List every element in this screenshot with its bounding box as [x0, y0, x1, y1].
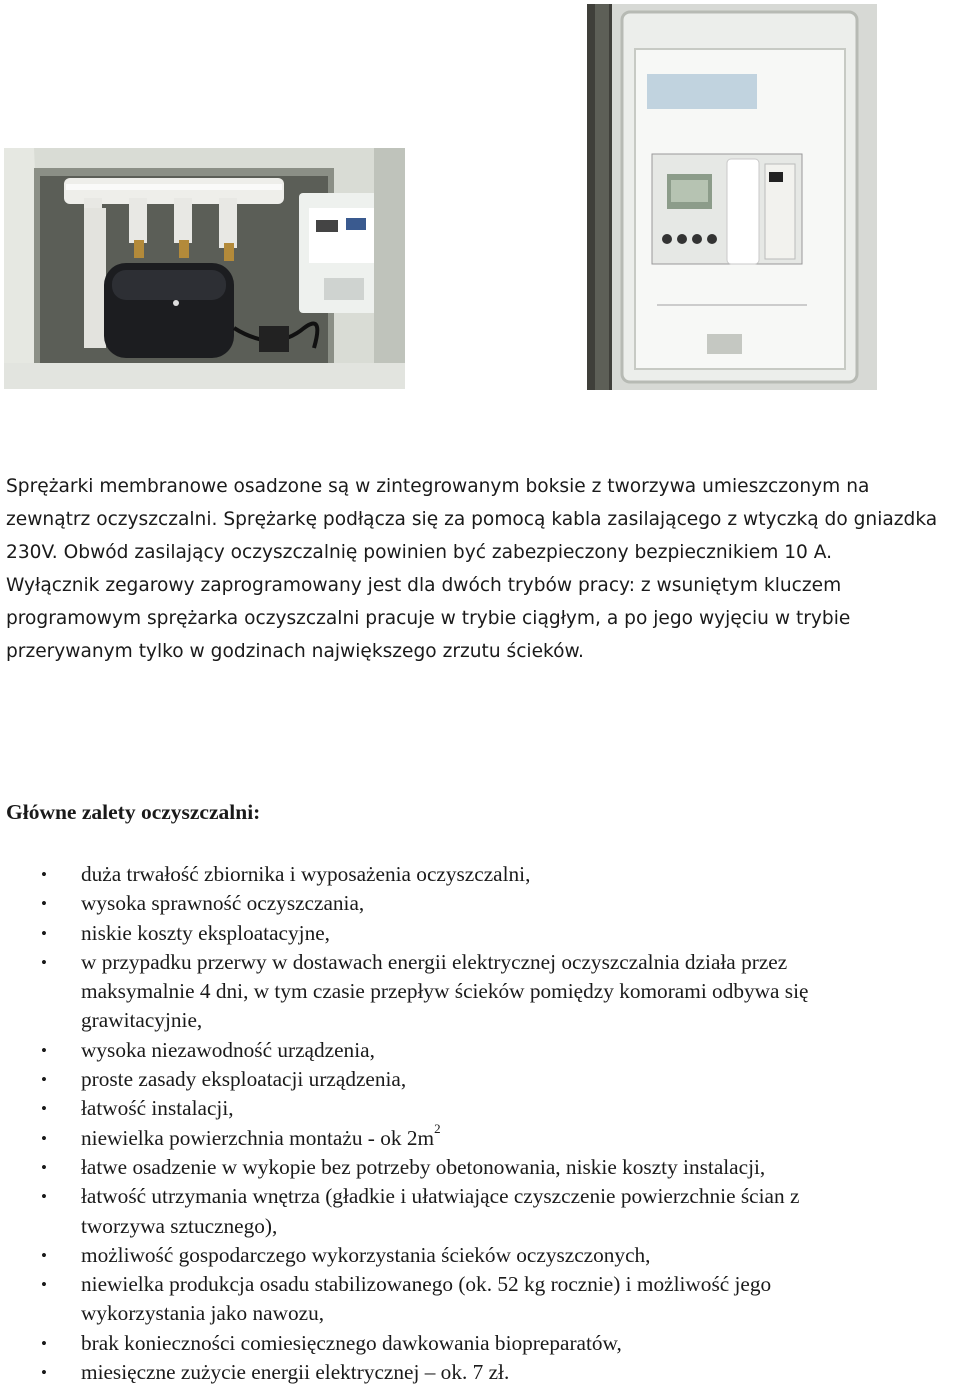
septic-box-with-compressor-photo — [4, 148, 405, 389]
list-item — [0, 1182, 960, 1241]
list-item-line: niskie koszty eksploatacyjne, — [81, 920, 330, 945]
list-item — [0, 1094, 960, 1123]
list-item — [0, 1241, 960, 1270]
list-item-line: brak konieczności comiesięcznego dawkowania biopreparatów, — [81, 1330, 622, 1355]
list-item — [0, 1329, 960, 1358]
list-item-line: proste zasady eksploatacji urządzenia, — [81, 1067, 407, 1092]
septic-box-photo — [4, 148, 405, 389]
list-item-line: łatwe osadzenie w wykopie bez potrzeby obetonowania, niskie koszty instalacji, — [81, 1154, 766, 1179]
list-item — [0, 1120, 960, 1153]
bullet-icon: • — [41, 1275, 47, 1295]
bullet-icon: • — [41, 1099, 47, 1119]
list-item-line: wysoka sprawność oczyszczania, — [81, 891, 365, 916]
list-item-line: tworzywa sztucznego), — [81, 1213, 278, 1238]
paragraph-line: zewnątrz oczyszczalni. Sprężarkę podłącza się za pomocą kabla zasilającego z wtyczką do gniazdka — [6, 509, 938, 530]
list-item — [0, 1036, 960, 1065]
bullet-icon: • — [41, 923, 47, 943]
paragraph-line: 230V. Obwód zasilający oczyszczalnię powinien być zabezpieczony bezpiecznikiem 10 A. — [6, 542, 833, 563]
list-item-line: grawitacyjnie, — [81, 1008, 203, 1033]
bullet-icon: • — [41, 1187, 47, 1207]
list-item-line: w przypadku przerwy w dostawach energii elektrycznej oczyszczalnia działa przez — [81, 949, 788, 974]
list-item-line: możliwość gospodarczego wykorzystania ścieków oczyszczonych, — [81, 1242, 651, 1267]
list-item — [0, 1358, 960, 1387]
list-item-line: wysoka niezawodność urządzenia, — [81, 1037, 375, 1062]
list-item — [0, 948, 960, 1036]
paragraph-line: przerywanym tylko w godzinach największego zrzutu ścieków. — [6, 641, 584, 662]
list-item-line: miesięczne zużycie energii elektrycznej – ok. 7 zł. — [81, 1360, 510, 1385]
list-item-line: maksymalnie 4 dni, w tym czasie przepływ ścieków pomiędzy komorami odbywa się — [81, 979, 809, 1004]
bullet-icon: • — [41, 1040, 47, 1060]
paragraph-line: programowym sprężarka oczyszczalni pracuje w trybie ciągłym, a po jego wyjęciu w trybie — [6, 608, 851, 629]
bullet-icon: • — [41, 1070, 47, 1090]
bullet-icon: • — [41, 1245, 47, 1265]
list-item — [0, 1153, 960, 1182]
description-paragraph — [6, 470, 946, 668]
bullet-icon: • — [41, 1363, 47, 1383]
paragraph-line: Wyłącznik zegarowy zaprogramowany jest dla dwóch trybów pracy: z wsuniętym kluczem — [6, 575, 842, 596]
list-item-line: łatwość utrzymania wnętrza (gładkie i ułatwiające czyszczenie powierzchnie ścian z — [81, 1184, 800, 1209]
list-item — [0, 1065, 960, 1094]
list-item — [0, 860, 960, 889]
bullet-icon: • — [41, 865, 47, 884]
advantages-heading: Główne zalety oczyszczalni: — [6, 800, 261, 824]
list-item — [0, 919, 960, 948]
list-item-line: duża trwałość zbiornika i wyposażenia oczyszczalni, — [81, 862, 531, 886]
list-item — [0, 889, 960, 918]
bullet-icon: • — [41, 1157, 47, 1177]
advantages-list — [0, 860, 960, 1387]
bullet-icon: • — [41, 1333, 47, 1353]
bullet-icon: • — [41, 894, 47, 914]
superscript: 2 — [434, 1120, 441, 1136]
list-item-line: wykorzystania jako nawozu, — [81, 1301, 325, 1326]
bullet-icon: • — [41, 1128, 47, 1148]
list-item — [0, 1270, 960, 1329]
bullet-icon: • — [41, 952, 47, 972]
list-item-line: niewielka powierzchnia montażu - ok $2m^2$ — [81, 1120, 441, 1150]
list-item-line: niewielka produkcja osadu stabilizowanego (ok. 52 kg rocznie) i możliwość jego — [81, 1272, 772, 1297]
list-item-line: łatwość instalacji, — [81, 1096, 234, 1121]
paragraph-line: Sprężarki membranowe osadzone są w zintegrowanym boksie z tworzywa umieszczonym na — [6, 476, 870, 497]
timer-switch-box-photo — [587, 4, 877, 390]
timer-box-photo — [587, 4, 877, 390]
